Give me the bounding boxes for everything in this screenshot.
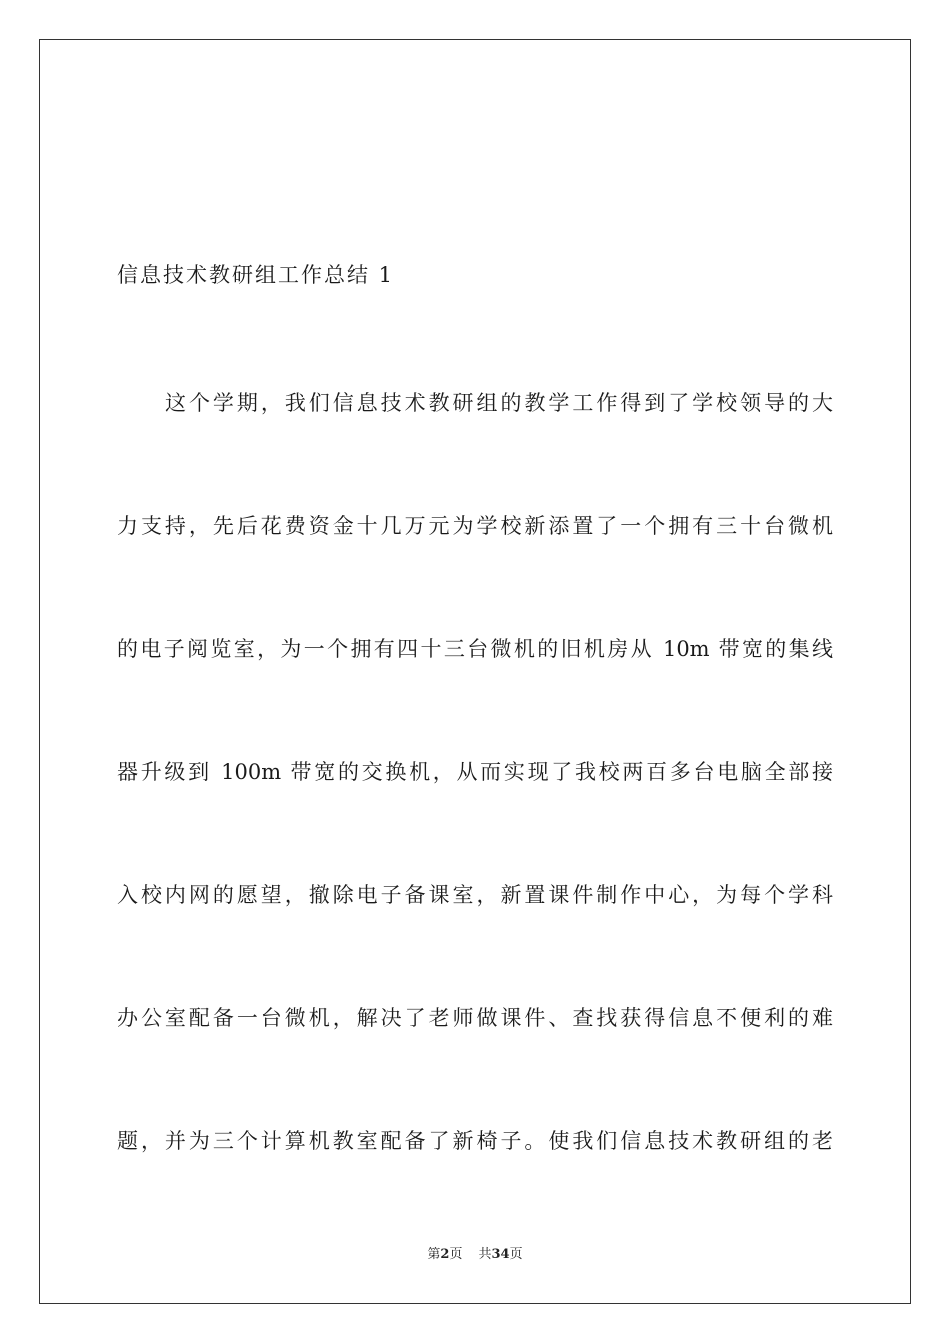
current-page-number: 2	[440, 1247, 450, 1262]
paragraph-line: 这个学期，我们信息技术教研组的教学工作得到了学校领导的大	[165, 391, 833, 415]
total-pages-number: 34	[491, 1247, 510, 1262]
page-suffix: 页	[449, 1247, 463, 1262]
paragraph-line: 题，并为三个计算机教室配备了新椅子。使我们信息技术教研组的老	[117, 1129, 833, 1153]
page-footer	[0, 1245, 950, 1265]
paragraph-line: 的电子阅览室，为一个拥有四十三台微机的旧机房从 10m 带宽的集线	[117, 637, 833, 661]
paragraph-line: 入校内网的愿望，撤除电子备课室，新置课件制作中心，为每个学科	[117, 883, 833, 907]
page-prefix: 第	[427, 1247, 441, 1262]
total-suffix: 页	[509, 1247, 523, 1262]
total-prefix: 共	[478, 1247, 492, 1262]
paragraph-line: 力支持，先后花费资金十几万元为学校新添置了一个拥有三十台微机	[117, 514, 833, 538]
paragraph-line: 器升级到 100m 带宽的交换机，从而实现了我校两百多台电脑全部接	[117, 760, 833, 784]
page-border	[39, 39, 911, 1304]
document-title: 信息技术教研组工作总结 1	[117, 263, 395, 287]
paragraph-line: 办公室配备一台微机，解决了老师做课件、查找获得信息不便利的难	[117, 1006, 833, 1030]
